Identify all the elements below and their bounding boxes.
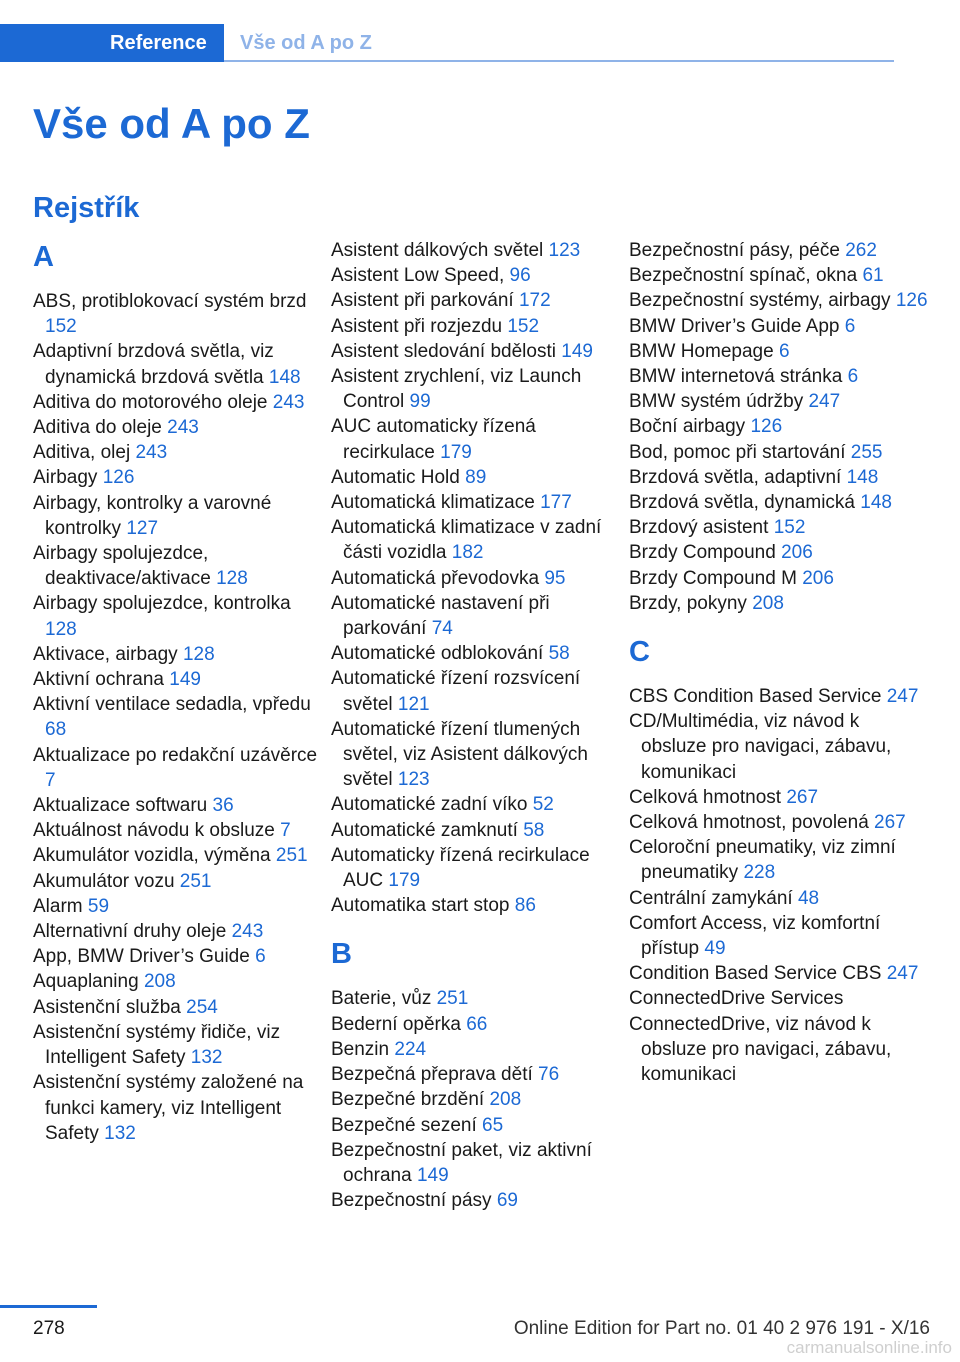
index-entry <box>629 414 929 439</box>
index-page-link[interactable]: 128 <box>182 643 215 665</box>
index-entry <box>33 642 325 667</box>
index-entry-text: Automatika start stop <box>331 895 510 917</box>
index-page-link[interactable]: 132 <box>190 1047 223 1069</box>
index-entry <box>331 666 623 716</box>
index-entry-text: Bezpečnostní pásy, péče <box>629 240 840 261</box>
index-entry <box>629 490 929 515</box>
index-page-link[interactable]: 149 <box>169 669 201 691</box>
index-entry-text: Bezpečnostní paket, viz aktivní ochrana <box>331 1139 592 1186</box>
index-page-link[interactable]: 206 <box>802 567 834 589</box>
index-page-link[interactable]: 52 <box>532 794 554 816</box>
index-entry <box>629 364 929 389</box>
index-entry <box>331 263 623 288</box>
page-title: Vše od A po Z <box>33 100 310 147</box>
index-entry <box>331 1188 623 1213</box>
index-entry-text: BMW Driver’s Guide App <box>629 315 840 337</box>
page-number: 278 <box>33 1318 65 1339</box>
index-entry-text: Aktivace, airbagy <box>33 643 178 665</box>
index-page-link[interactable]: 95 <box>544 567 566 589</box>
index-entry-text: Aditiva, olej <box>33 442 131 464</box>
index-entry <box>331 414 623 464</box>
index-entry <box>33 843 325 868</box>
index-entry <box>331 490 623 515</box>
header-rule <box>224 60 894 62</box>
index-entry-text: Automatická převodovka <box>331 567 540 589</box>
index-entry <box>33 919 325 944</box>
index-entry-text: Asistent Low Speed, <box>331 265 505 287</box>
index-letter-heading: C <box>629 636 650 669</box>
index-column-2 <box>331 238 623 1213</box>
index-entry <box>629 314 929 339</box>
index-page-link[interactable]: 182 <box>451 542 484 564</box>
index-entry <box>331 465 623 490</box>
index-entry <box>629 591 929 616</box>
index-entry-text: Asistent při rozjezdu <box>331 315 503 337</box>
index-page-link[interactable]: 247 <box>808 391 841 413</box>
index-column-1 <box>33 238 325 1146</box>
index-page-link[interactable]: 243 <box>135 442 168 464</box>
index-entry <box>33 667 325 692</box>
index-page-link[interactable]: 69 <box>496 1190 518 1212</box>
index-page-link[interactable]: 96 <box>509 265 531 287</box>
index-page-link[interactable]: 148 <box>860 492 892 514</box>
index-entry <box>331 566 623 591</box>
index-entry-text: Aditiva do motorového oleje <box>33 391 268 413</box>
index-entry-text: Asistent při parkování <box>331 290 514 312</box>
index-page-link[interactable]: 208 <box>489 1089 522 1111</box>
index-page-link[interactable]: 48 <box>797 887 820 909</box>
index-entry <box>33 793 325 818</box>
index-page-link[interactable]: 7 <box>45 769 56 791</box>
index-entry-text: Airbagy <box>33 467 98 489</box>
index-entry <box>33 491 325 541</box>
index-page-link[interactable]: 6 <box>255 946 266 968</box>
index-entry-text: Automatické řízení rozsvícení světel <box>331 668 581 715</box>
index-entry <box>629 339 929 364</box>
index-page-link[interactable]: 243 <box>272 391 305 413</box>
index-entry <box>33 869 325 894</box>
index-entry-text: Akumulátor vozidla, výměna <box>33 845 271 867</box>
index-page-link[interactable]: 123 <box>397 769 430 791</box>
index-entry-text: Asistenční systémy založené na funkci kamery, viz Intelligent Safety <box>33 1072 304 1144</box>
index-entry-text: Bezpečnostní pásy <box>331 1190 492 1212</box>
index-letter-heading: A <box>33 241 54 273</box>
index-entry-text: Asistent sledování bdělosti <box>331 340 556 362</box>
index-entry-text: Celková hmotnost <box>629 786 782 808</box>
index-entry-text: Automatické zamknutí <box>331 819 518 841</box>
index-page-link[interactable]: 267 <box>786 786 819 808</box>
index-page-link[interactable]: 74 <box>431 618 453 640</box>
edition-note: Online Edition for Part no. 01 40 2 976 191 - X/16 <box>513 1318 930 1339</box>
index-entry-text: Boční airbagy <box>629 416 746 438</box>
index-entry <box>33 1020 325 1070</box>
index-entry-text: Automatické řízení tlumených světel, viz Asistent dálkových světel <box>331 718 588 791</box>
index-entry-text: Asistent dálkových světel <box>331 240 544 261</box>
index-entry-text: ConnectedDrive, viz návod k obsluze pro navigaci, zábavu, komunikaci <box>629 1013 892 1086</box>
index-entry-text: AUC automaticky řízená recirkulace <box>331 416 536 463</box>
index-entry <box>331 986 623 1011</box>
index-entry <box>629 684 929 709</box>
index-entry <box>629 238 929 263</box>
watermark: carmanualsonline.info <box>786 1338 952 1357</box>
index-page-link[interactable]: 149 <box>416 1164 449 1186</box>
index-entry-text: Airbagy spolujezdce, deaktivace/aktivace <box>33 543 211 590</box>
index-page-link[interactable]: 76 <box>538 1064 560 1086</box>
index-page-link[interactable]: 128 <box>216 568 248 590</box>
index-entry-text: Aditiva do oleje <box>33 417 162 439</box>
index-entry-text: Aktualizace po redakční uzávěrce <box>33 744 318 766</box>
index-entry <box>629 709 929 785</box>
index-entry-text: Comfort Access, viz komfortní přístup <box>629 912 881 960</box>
index-page-link[interactable]: 247 <box>886 686 919 708</box>
index-entry <box>33 591 325 641</box>
index-entry <box>629 263 929 288</box>
index-entry <box>629 886 929 911</box>
index-entry <box>33 289 325 339</box>
index-entry <box>33 465 325 490</box>
index-entry-text: Brzdy, pokyny <box>629 592 747 614</box>
index-entry <box>33 944 325 969</box>
index-page-link[interactable]: 206 <box>781 542 813 564</box>
index-page-link[interactable]: 255 <box>850 441 883 463</box>
index-entry-text: Bezpečné brzdění <box>331 1089 485 1111</box>
index-page-link[interactable]: 126 <box>750 416 783 438</box>
index-entry <box>331 1037 623 1062</box>
index-entry-text: Celková hmotnost, povolená <box>629 812 869 834</box>
index-entry <box>331 1062 623 1087</box>
index-page-link[interactable]: 58 <box>548 643 570 665</box>
index-page-link[interactable]: 149 <box>561 340 593 362</box>
index-entry-text: Automatic Hold <box>331 466 460 488</box>
index-entry <box>629 566 929 591</box>
index-page-link[interactable]: 251 <box>436 988 469 1010</box>
index-entry <box>33 894 325 919</box>
index-page-link[interactable]: 123 <box>548 240 581 261</box>
index-entry-text: Brzdy Compound <box>629 542 776 564</box>
index-page-link[interactable]: 65 <box>482 1114 504 1136</box>
index-entry <box>331 339 623 364</box>
index-entry-text: Bezpečnostní spínač, okna <box>629 265 858 287</box>
index-entry <box>33 390 325 415</box>
index-page-link[interactable]: 66 <box>466 1013 488 1035</box>
index-entry <box>629 986 929 1011</box>
index-entry <box>33 743 325 793</box>
header-bar <box>0 24 894 62</box>
index-page-link[interactable]: 152 <box>45 316 77 338</box>
index-entry-text: Aktuálnost návodu k obsluze <box>33 820 275 842</box>
index-entry-text: Brzdová světla, adaptivní <box>629 466 842 488</box>
index-page-link[interactable]: 228 <box>743 862 776 884</box>
index-page-link[interactable]: 224 <box>394 1038 427 1060</box>
index-entry <box>629 465 929 490</box>
index-page-link[interactable]: 132 <box>104 1122 136 1144</box>
index-page-link[interactable]: 126 <box>895 290 928 312</box>
index-entry <box>629 540 929 565</box>
index-entry <box>331 1113 623 1138</box>
section-title: Rejstřík <box>33 192 140 224</box>
index-page-link[interactable]: 247 <box>886 963 919 985</box>
index-entry-text: Akumulátor vozu <box>33 870 175 892</box>
index-page-link[interactable]: 86 <box>514 895 536 917</box>
index-page-link[interactable]: 6 <box>847 366 859 388</box>
index-entry <box>331 818 623 843</box>
index-entry <box>331 641 623 666</box>
index-entry <box>629 835 929 885</box>
index-entry-text: Aktualizace softwaru <box>33 795 208 817</box>
index-entry-text: BMW Homepage <box>629 340 774 362</box>
index-entry-text: Aktivní ventilace sedadla, vpředu <box>33 694 311 716</box>
index-page-link[interactable]: 148 <box>268 366 301 388</box>
index-page-link[interactable]: 58 <box>523 819 545 841</box>
index-page-link[interactable]: 49 <box>704 938 726 960</box>
index-page-link[interactable]: 89 <box>465 466 487 488</box>
index-entry <box>331 364 623 414</box>
index-page-link[interactable]: 262 <box>845 240 877 261</box>
index-page-link[interactable]: 208 <box>752 592 784 614</box>
index-page-link[interactable]: 99 <box>409 391 431 413</box>
index-entry-text: Asistenční služba <box>33 996 181 1018</box>
index-page-link[interactable]: 251 <box>179 870 212 892</box>
index-entry <box>33 541 325 591</box>
section-tab-subsection[interactable]: Vše od A po Z <box>240 32 372 54</box>
index-entry-text: Bezpečná přeprava dětí <box>331 1064 533 1086</box>
index-entry-text: Bederní opěrka <box>331 1013 461 1035</box>
index-entry <box>331 843 623 893</box>
index-entry-text: Bezpečnostní systémy, airbagy <box>629 290 891 312</box>
index-entry <box>629 911 929 961</box>
index-page-link[interactable]: 128 <box>45 618 77 640</box>
index-entry-text: Benzin <box>331 1038 390 1060</box>
footer-rule <box>0 1305 97 1308</box>
index-entry <box>331 591 623 641</box>
index-entry-text: Brzdy Compound M <box>629 567 797 589</box>
index-column-3 <box>629 238 929 1087</box>
index-page-link[interactable]: 251 <box>275 845 308 867</box>
index-entry-text: BMW internetová stránka <box>629 366 843 388</box>
index-entry-text: Automatické nastavení při parkování <box>331 592 550 640</box>
index-entry <box>629 288 929 313</box>
index-entry <box>33 692 325 742</box>
index-entry <box>33 415 325 440</box>
index-page-link[interactable]: 68 <box>45 719 67 741</box>
index-entry-text: Automatická klimatizace v zadní části vozidla <box>331 517 602 564</box>
index-page-link[interactable]: 148 <box>846 466 879 488</box>
index-page-link[interactable]: 267 <box>874 812 906 834</box>
index-entry-text: CBS Condition Based Service <box>629 686 882 708</box>
index-page-link[interactable]: 121 <box>397 693 430 715</box>
index-page-link[interactable]: 152 <box>507 315 540 337</box>
index-entry-text: Automatické odblokování <box>331 643 544 665</box>
index-entry <box>331 792 623 817</box>
index-entry <box>331 314 623 339</box>
index-page-link[interactable]: 127 <box>126 517 159 539</box>
index-entry-text: Brzdový asistent <box>629 517 769 539</box>
index-entry-text: Automatická klimatizace <box>331 492 535 514</box>
index-page-link[interactable]: 152 <box>773 517 806 539</box>
index-entry-text: Automatické zadní víko <box>331 794 528 816</box>
index-entry <box>33 339 325 389</box>
index-entry <box>629 389 929 414</box>
index-entry-text: BMW systém údržby <box>629 391 804 413</box>
index-entry-text: Bezpečné sezení <box>331 1114 477 1136</box>
index-entry <box>331 515 623 565</box>
index-entry <box>629 1012 929 1088</box>
index-entry-text: Automaticky řízená recirkulace AUC <box>331 844 590 892</box>
index-page-link[interactable]: 126 <box>102 467 135 489</box>
index-page-link[interactable]: 6 <box>844 315 856 337</box>
index-page-link[interactable]: 254 <box>186 996 218 1018</box>
index-entry-text: Aquaplaning <box>33 971 139 993</box>
index-entry-text: Alarm <box>33 895 83 917</box>
index-page-link[interactable]: 59 <box>87 895 110 917</box>
index-entry <box>331 893 623 918</box>
index-entry <box>629 810 929 835</box>
index-page-link[interactable]: 36 <box>212 795 234 817</box>
index-entry <box>629 515 929 540</box>
index-page-link[interactable]: 6 <box>778 340 790 362</box>
index-entry-text: Centrální zamykání <box>629 887 793 909</box>
index-entry-text: ABS, protiblokovací systém brzd <box>33 291 307 312</box>
index-entry <box>629 961 929 986</box>
index-entry-text: Bod, pomoc při startování <box>629 441 846 463</box>
index-entry <box>33 818 325 843</box>
index-entry <box>33 1070 325 1146</box>
index-entry <box>629 785 929 810</box>
index-entry-text: Celoroční pneumatiky, viz zimní pneumatiky <box>629 837 896 884</box>
index-page-link[interactable]: 177 <box>540 492 572 514</box>
index-entry <box>331 1138 623 1188</box>
index-entry <box>629 440 929 465</box>
index-page-link[interactable]: 179 <box>440 441 472 463</box>
index-entry-text: Brzdová světla, dynamická <box>629 492 855 514</box>
index-entry <box>33 969 325 994</box>
index-entry-text: Airbagy spolujezdce, kontrolka <box>33 593 291 615</box>
index-entry-text: Adaptivní brzdová světla, viz dynamická brzdová světla <box>33 341 274 388</box>
index-entry-text: ConnectedDrive Services <box>629 988 844 1010</box>
index-page-link[interactable]: 61 <box>862 265 884 287</box>
index-page-link[interactable]: 243 <box>167 417 199 439</box>
index-letter-heading: B <box>331 938 352 971</box>
index-entry-text: Condition Based Service CBS <box>629 963 882 985</box>
index-entry <box>331 1012 623 1037</box>
index-entry-text: Asistent zrychlení, viz Launch Control <box>331 366 582 413</box>
index-entry-text: Baterie, vůz <box>331 988 432 1010</box>
index-entry-text: App, BMW Driver’s Guide <box>33 946 250 968</box>
index-entry-text: Airbagy, kontrolky a varovné kontrolky <box>33 492 272 539</box>
section-tab-reference[interactable]: Reference <box>0 24 224 62</box>
index-entry <box>331 238 623 263</box>
index-entry <box>33 440 325 465</box>
index-entry-text: Aktivní ochrana <box>33 669 164 691</box>
index-entry-text: CD/Multimédia, viz návod k obsluze pro navigaci, zábavu, komunikaci <box>629 711 892 783</box>
index-entry <box>331 717 623 793</box>
index-page-link[interactable]: 208 <box>143 971 176 993</box>
index-page-link[interactable]: 179 <box>388 870 421 892</box>
index-page-link[interactable]: 243 <box>231 921 264 943</box>
index-entry <box>331 1087 623 1112</box>
index-entry-text: Asistenční systémy řidiče, viz Intelligent Safety <box>33 1021 281 1069</box>
index-entry <box>331 288 623 313</box>
index-entry <box>33 995 325 1020</box>
index-page-link[interactable]: 7 <box>280 820 291 842</box>
index-entry-text: Alternativní druhy oleje <box>33 921 227 943</box>
index-page-link[interactable]: 172 <box>518 290 551 312</box>
